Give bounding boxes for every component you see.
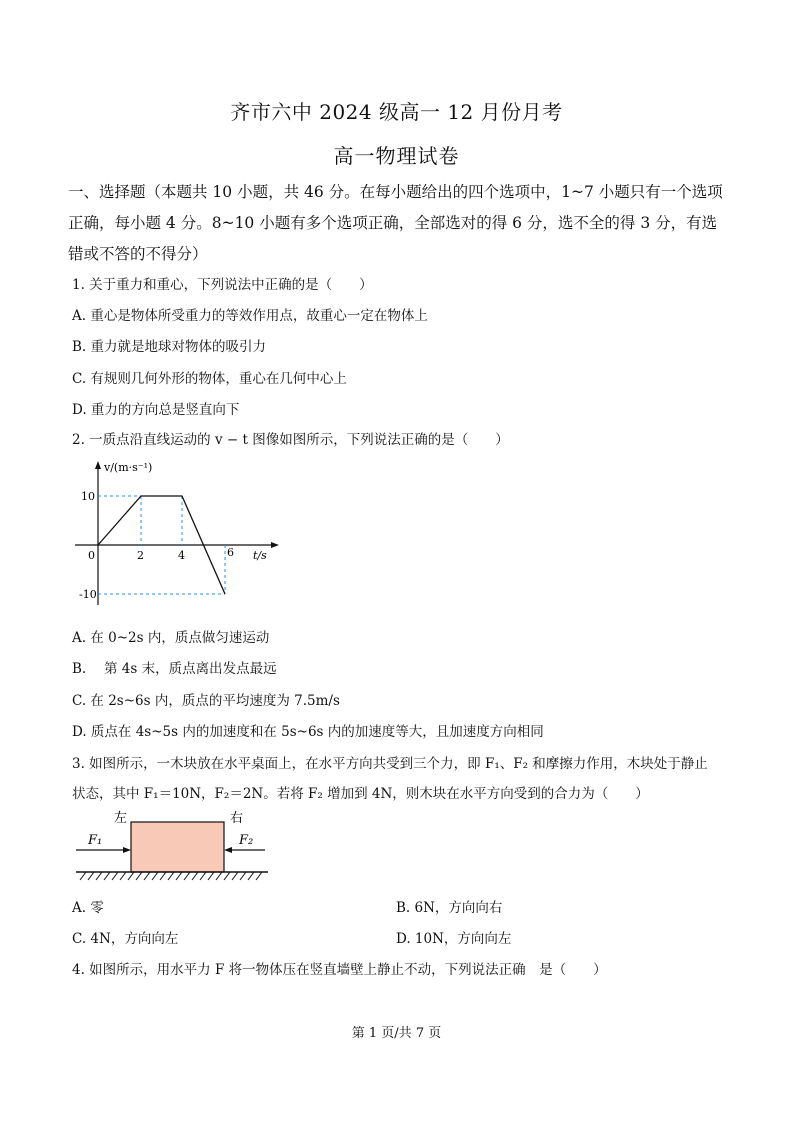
question-3-option-b: B. 6N，方向向右 <box>396 900 503 916</box>
exam-subtitle: 高一物理试卷 <box>333 144 460 168</box>
f1-arrowhead <box>123 847 131 853</box>
f2-label: F₂ <box>239 833 254 848</box>
question-3-stem-line-1: 3. 如图所示，一木块放在水平桌面上，在水平方向共受到三个力，即 F₁、F₂ 和摩擦力作用，木块处于静止 <box>72 756 708 772</box>
question-3-option-d: D. 10N，方向向左 <box>396 931 512 947</box>
exam-title: 齐市六中 2024 级高一 12 月份月考 <box>230 100 563 124</box>
question-2-option-d: D. 质点在 4s~5s 内的加速度和在 5s~6s 内的加速度等大，且加速度方向相同 <box>72 724 544 740</box>
question-2-option-a: A. 在 0~2s 内，质点做匀速运动 <box>72 630 270 646</box>
y-axis-arrow <box>95 461 101 469</box>
wood-block <box>131 822 224 872</box>
f2-arrowhead <box>224 847 232 853</box>
ground-hatching <box>80 872 262 880</box>
graph-ylabel: v/(m·s⁻¹) <box>104 461 153 474</box>
graph-xlabel: t/s <box>253 549 267 562</box>
question-1-stem: 1. 关于重力和重心，下列说法中正确的是（ ） <box>72 277 373 293</box>
question-1-option-d: D. 重力的方向总是竖直向下 <box>72 402 240 418</box>
ytick-10: 10 <box>81 490 95 503</box>
vt-graph <box>70 455 290 615</box>
left-label: 左 <box>114 811 128 826</box>
page-number: 第 1 页/共 7 页 <box>351 1026 442 1041</box>
question-2-stem: 2. 一质点沿直线运动的 v − t 图像如图所示，下列说法正确的是（ ） <box>72 432 509 448</box>
question-2-option-c: C. 在 2s~6s 内，质点的平均速度为 7.5m/s <box>72 693 340 709</box>
xtick-2: 2 <box>137 549 144 562</box>
section-instructions <box>68 177 728 270</box>
f1-label: F₁ <box>88 833 103 848</box>
question-1-option-c: C. 有规则几何外形的物体，重心在几何中心上 <box>72 371 347 387</box>
xtick-6: 6 <box>227 546 234 559</box>
instructions-line-2: 正确，每小题 4 分。8~10 小题有多个选项正确，全部选对的得 6 分，选不全的得 3 分，有选 <box>68 214 718 232</box>
right-label: 右 <box>230 811 244 826</box>
graph-origin: 0 <box>88 549 95 562</box>
question-4-stem: 4. 如图所示，用水平力 F 将一物体压在竖直墙壁上静止不动，下列说法正确 是（ ） <box>72 962 607 978</box>
block-force-diagram <box>72 808 272 886</box>
instructions-line-1: 一、选择题（本题共 10 小题，共 46 分。在每小题给出的四个选项中，1~7 小题只有一个选项 <box>68 183 723 201</box>
question-3-option-c: C. 4N，方向向左 <box>72 931 179 947</box>
question-3-option-a: A. 零 <box>72 900 104 916</box>
question-1-option-a: A. 重心是物体所受重力的等效作用点，故重心一定在物体上 <box>72 308 428 324</box>
question-2-option-b: B. 第 4s 末，质点离出发点最远 <box>72 661 277 677</box>
ytick-neg10: -10 <box>79 588 97 601</box>
x-axis-arrow <box>271 542 279 548</box>
question-1-option-b: B. 重力就是地球对物体的吸引力 <box>72 339 267 355</box>
question-3-stem-line-2: 状态，其中 F₁＝10N，F₂＝2N。若将 F₂ 增加到 4N，则木块在水平方向受到的合力为（ ） <box>72 786 649 802</box>
xtick-4: 4 <box>178 549 185 562</box>
instructions-line-3: 错或不答的不得分） <box>68 245 208 263</box>
